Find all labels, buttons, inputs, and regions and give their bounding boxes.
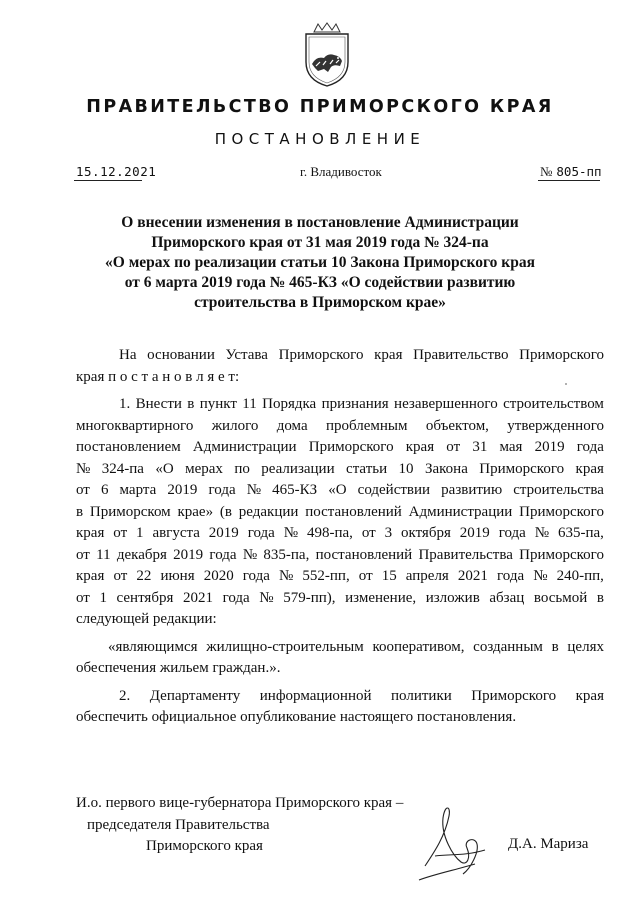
document-heading: [100, 213, 540, 313]
body-line: в Приморском крае» (в редакции постановлений Администрации Приморского: [76, 503, 604, 520]
heading-line: от 6 марта 2019 года № 465-КЗ «О содействии развитию: [124, 274, 516, 291]
body-line: № 324-па «О мерах по реализации статьи 10 Закона Приморского края: [76, 460, 604, 477]
body-line: обеспечения жильем граждан.».: [76, 660, 281, 676]
signatory-title-line: И.о. первого вице-губернатора Приморского края –: [76, 795, 404, 811]
heading-line: О внесении изменения в постановление Администрации: [121, 214, 519, 231]
date-underline: [74, 180, 142, 181]
signature-block: [76, 793, 403, 858]
document-body: [76, 345, 604, 729]
body-line: от 1 сентября 2021 года № 579-пп), изменение, изложив абзац восьмой в: [76, 589, 604, 606]
number-prefix: №: [540, 164, 553, 179]
heading-line: «О мерах по реализации статьи 10 Закона Приморского края: [105, 254, 535, 271]
body-line: 2. Департаменту информационной политики Приморского края: [119, 687, 604, 704]
body-line: края от 22 июня 2020 года № 552-пп, от 15 апреля 2021 года № 240-пп,: [76, 568, 604, 584]
body-line: «являющимся жилищно-строительным кооперативом, созданным в целях: [108, 638, 604, 655]
body-line: следующей редакции:: [76, 611, 217, 627]
handwritten-signature-icon: [405, 796, 500, 886]
number-value: 805-пп: [556, 164, 602, 179]
document-type: ПОСТАНОВЛЕНИЕ: [214, 130, 426, 148]
document-number: [540, 164, 602, 180]
body-line: края от 1 августа 2019 года № 498-па, от 3 октября 2019 года № 635-па,: [76, 525, 604, 541]
coat-of-arms-icon: [298, 22, 356, 88]
signer-name: Д.А. Мариза: [508, 836, 589, 852]
document-city: г. Владивосток: [300, 164, 382, 179]
heading-line: строительства в Приморском крае»: [194, 294, 446, 311]
body-line: обеспечить официальное опубликование настоящего постановления.: [76, 709, 517, 725]
document-date: 15.12.2021: [76, 164, 157, 179]
body-line: края п о с т а н о в л я е т:: [76, 368, 240, 385]
heading-line: Приморского края от 31 мая 2019 года № 324-па: [151, 234, 489, 251]
body-line: от 6 марта 2019 года № 465-КЗ «О содействии развитию строительства: [76, 482, 604, 498]
signatory-title-line: Приморского края: [146, 838, 263, 854]
body-line: от 11 декабря 2019 года № 835-па, постановлений Правительства Приморского: [76, 546, 604, 563]
body-line: постановлением Администрации Приморского края от 31 мая 2019 года: [76, 439, 604, 455]
body-line: На основании Устава Приморского края Правительство Приморского: [119, 347, 604, 363]
body-line: многоквартирного жилого дома проблемным объектом, утвержденного: [76, 417, 604, 434]
body-line: 1. Внести в пункт 11 Порядка признания незавершенного строительством: [119, 396, 604, 412]
signatory-title-line: председателя Правительства: [87, 816, 270, 833]
number-underline: [538, 180, 600, 181]
government-title: ПРАВИТЕЛЬСТВО ПРИМОРСКОГО КРАЯ: [86, 97, 554, 117]
